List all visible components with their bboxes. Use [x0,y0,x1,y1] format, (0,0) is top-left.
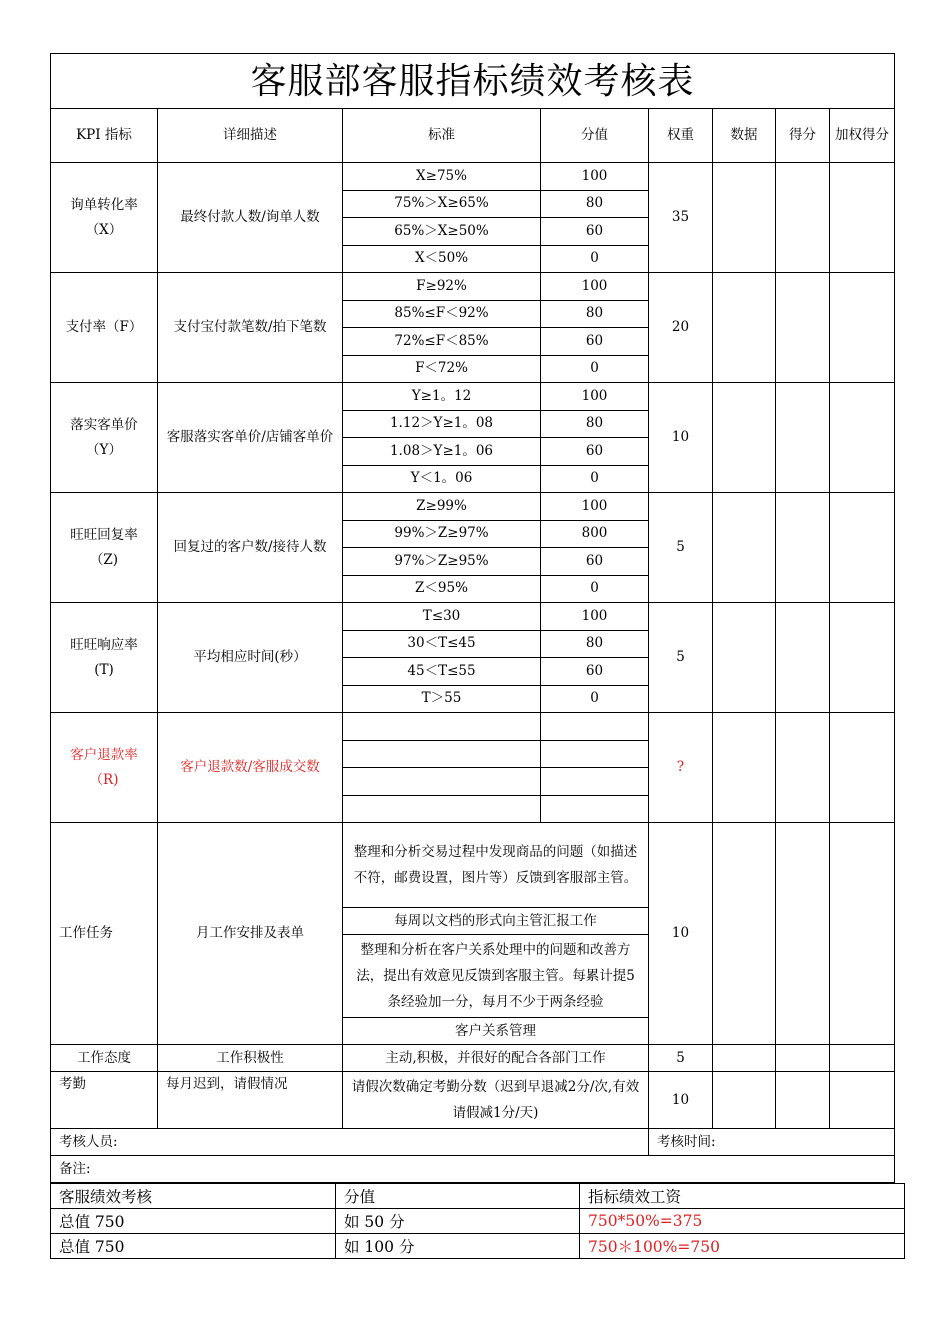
kpi-score: 100 [541,493,649,521]
attitude-standard: 主动,积极，并很好的配合各部门工作 [343,1045,649,1072]
kpi-data [713,713,776,823]
kpi-standard: 97%＞Z≥95% [343,548,541,576]
kpi-data [713,383,776,493]
kpi-name-line2: （X） [85,221,123,238]
kpi-name [51,383,158,493]
kpi-points [776,273,830,383]
kpi-description: 平均相应时间(秒） [158,603,343,713]
kpi-name-line1: 旺旺响应率 [70,636,138,653]
kpi-standard: F＜72% [343,355,541,383]
kpi-standard: T＞55 [343,685,541,713]
summary-header: 客服绩效考核 [51,1184,336,1209]
kpi-name-line1: 落实客单价 [70,416,138,433]
summary-row [51,1234,905,1259]
kpi-score: 0 [541,685,649,713]
kpi-score: 80 [541,630,649,658]
kpi-score: 100 [541,603,649,631]
table-row [51,713,895,741]
attendance-standard: 请假次数确定考勤分数（迟到早退减2分/次,有效请假减1分/天) [343,1072,649,1129]
table-row [51,273,895,301]
kpi-points [776,383,830,493]
header-points: 得分 [776,109,830,163]
header-data: 数据 [713,109,776,163]
table-row [51,603,895,631]
kpi-name-line1: 旺旺回复率 [70,526,138,543]
summary-row [51,1209,905,1234]
kpi-name [51,493,158,603]
header-description: 详细描述 [158,109,343,163]
kpi-name-line2: (T) [94,661,114,678]
attendance-name: 考勤 [51,1072,158,1129]
kpi-weight: ? [649,713,713,823]
kpi-weighted-score [830,493,895,603]
kpi-score: 80 [541,190,649,218]
summary-cell: 总值 750 [51,1209,336,1234]
kpi-data [713,603,776,713]
table-row [51,1156,895,1183]
kpi-score [541,795,649,823]
table-row [51,1072,895,1129]
table-row [51,383,895,411]
kpi-standard: 75%＞X≥65% [343,190,541,218]
summary-cell: 750*50%=375 [580,1209,905,1234]
attendance-data [713,1072,776,1129]
kpi-name-line2: （Z) [89,551,119,568]
summary-table [50,1183,905,1259]
kpi-weight: 35 [649,163,713,273]
kpi-weighted-score [830,713,895,823]
kpi-score: 0 [541,465,649,493]
header-weighted-score: 加权得分 [830,109,895,163]
kpi-data [713,163,776,273]
kpi-name [51,163,158,273]
attendance-description: 每月迟到，请假情况 [158,1072,343,1129]
kpi-standard: Z＜95% [343,575,541,603]
kpi-standard: 30＜T≤45 [343,630,541,658]
kpi-score: 80 [541,410,649,438]
kpi-points [776,713,830,823]
kpi-score: 800 [541,520,649,548]
kpi-score [541,768,649,796]
kpi-standard [343,713,541,741]
kpi-standard: X≥75% [343,163,541,191]
kpi-name-line1: 客户退款率 [70,746,138,763]
kpi-score: 100 [541,383,649,411]
kpi-description: 客服落实客单价/店铺客单价 [158,383,343,493]
attitude-points [776,1045,830,1072]
kpi-standard: Z≥99% [343,493,541,521]
kpi-weight: 5 [649,493,713,603]
table-row [51,1045,895,1072]
kpi-score: 100 [541,273,649,301]
task-data [713,823,776,1045]
kpi-standard: 1.08＞Y≥1。06 [343,438,541,466]
kpi-name-line2: （R) [89,771,119,788]
kpi-standard: 72%≤F＜85% [343,328,541,356]
kpi-score: 0 [541,355,649,383]
kpi-score: 80 [541,300,649,328]
kpi-points [776,493,830,603]
kpi-name-line1: 询单转化率 [70,196,138,213]
header-score: 分值 [541,109,649,163]
summary-cell: 总值 750 [51,1234,336,1259]
attendance-points [776,1072,830,1129]
kpi-standard [343,768,541,796]
kpi-weighted-score [830,383,895,493]
attendance-weight: 10 [649,1072,713,1129]
kpi-standard [343,740,541,768]
summary-cell: 如 50 分 [336,1209,580,1234]
kpi-weighted-score [830,163,895,273]
kpi-score: 60 [541,658,649,686]
kpi-points [776,603,830,713]
header-standard: 标准 [343,109,541,163]
kpi-standard: T≤30 [343,603,541,631]
kpi-standard: 85%≤F＜92% [343,300,541,328]
kpi-score [541,713,649,741]
attitude-weight: 5 [649,1045,713,1072]
attendance-weighted-score [830,1072,895,1129]
kpi-name [51,603,158,713]
page-title: 客服部客服指标绩效考核表 [51,54,895,109]
kpi-name-line1: 支付率（F） [65,319,143,335]
kpi-description: 最终付款人数/询单人数 [158,163,343,273]
reviewer-field: 考核人员: [51,1129,649,1156]
kpi-standard: 65%＞X≥50% [343,218,541,246]
kpi-standard: 99%＞Z≥97% [343,520,541,548]
header-weight: 权重 [649,109,713,163]
kpi-score: 60 [541,548,649,576]
kpi-score: 60 [541,328,649,356]
kpi-standard: 1.12＞Y≥1。08 [343,410,541,438]
task-weighted-score [830,823,895,1045]
task-description: 月工作安排及表单 [158,823,343,1045]
kpi-standard: Y＜1。06 [343,465,541,493]
summary-header-row [51,1184,905,1209]
kpi-weighted-score [830,603,895,713]
kpi-standard: 45＜T≤55 [343,658,541,686]
kpi-score [541,740,649,768]
table-row [51,493,895,521]
kpi-description: 回复过的客户数/接待人数 [158,493,343,603]
kpi-data [713,273,776,383]
kpi-score: 0 [541,245,649,273]
summary-header: 指标绩效工资 [580,1184,905,1209]
kpi-standard [343,795,541,823]
header-row [51,109,895,163]
kpi-data [713,493,776,603]
kpi-description: 客户退款数/客服成交数 [158,713,343,823]
task-item: 客户关系管理 [343,1018,649,1045]
task-weight: 10 [649,823,713,1045]
attitude-description: 工作积极性 [158,1045,343,1072]
kpi-name [51,713,158,823]
task-item: 每周以文档的形式向主管汇报工作 [343,908,649,935]
table-row [51,163,895,191]
kpi-standard: Y≥1。12 [343,383,541,411]
task-name: 工作任务 [51,823,158,1045]
kpi-weight: 5 [649,603,713,713]
kpi-points [776,163,830,273]
kpi-score: 60 [541,218,649,246]
kpi-score: 60 [541,438,649,466]
kpi-name [51,273,158,383]
kpi-weight: 20 [649,273,713,383]
attitude-data [713,1045,776,1072]
table-row [51,823,895,908]
kpi-weight: 10 [649,383,713,493]
summary-header: 分值 [336,1184,580,1209]
summary-cell: 750＊100%=750 [580,1234,905,1259]
attitude-name: 工作态度 [51,1045,158,1072]
attitude-weighted-score [830,1045,895,1072]
kpi-description: 支付宝付款笔数/拍下笔数 [158,273,343,383]
kpi-table [50,53,895,1183]
table-row [51,1129,895,1156]
task-item: 整理和分析交易过程中发现商品的问题（如描述不符，邮费设置，图片等）反馈到客服部主管。 [343,823,649,908]
kpi-weighted-score [830,273,895,383]
remarks-field: 备注: [51,1156,895,1183]
kpi-standard: F≥92% [343,273,541,301]
kpi-name-line2: （Y） [86,441,122,458]
review-time-field: 考核时间: [649,1129,895,1156]
task-points [776,823,830,1045]
kpi-standard: X＜50% [343,245,541,273]
task-item: 整理和分析在客户关系处理中的问题和改善方法，提出有效意见反馈到客服主管。每累计提5条经验加一分，每月不少于两条经验 [343,935,649,1018]
header-kpi: KPI 指标 [51,109,158,163]
kpi-score: 0 [541,575,649,603]
kpi-score: 100 [541,163,649,191]
summary-cell: 如 100 分 [336,1234,580,1259]
